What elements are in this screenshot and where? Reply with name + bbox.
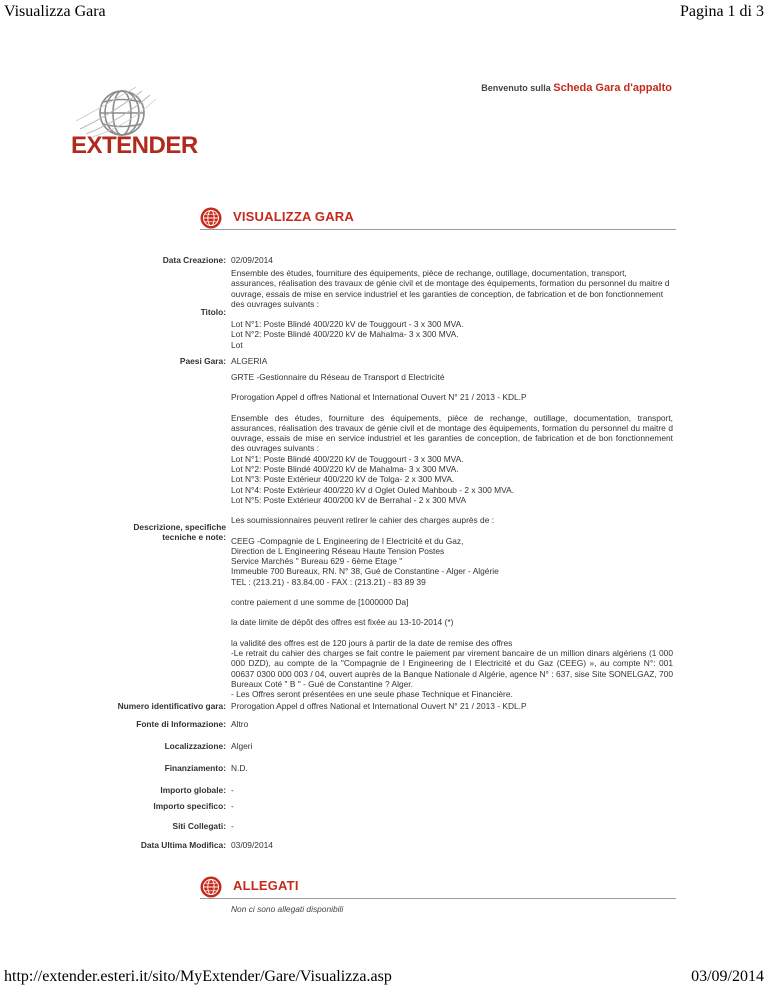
section-title: VISUALIZZA GARA [233,209,354,224]
desc-paragraph: Prorogation Appel d offres National et International Ouvert N° 21 / 2013 - KDL.P [231,392,527,403]
print-header-page: Pagina 1 di 3 [680,3,764,20]
welcome-line [481,82,672,94]
desc-address-line: Direction de L Engineering Réseau Haute Tension Postes [231,545,445,556]
desc-lot: Lot N°2: Poste Blindé 400/220 kV de Mahalma- 3 x 300 MVA. [231,464,459,475]
globe-icon [200,876,222,898]
logo-wordmark: EXTENDER [71,132,198,159]
field-label-line: tecniche e note: [162,532,226,543]
desc-paragraph: GRTE -Gestionnaire du Réseau de Transport d Electricité [231,372,445,382]
titolo-line: Lot N°1: Poste Blindé 400/220 kV de Touggourt - 3 x 300 MVA. [231,319,464,330]
section-allegati [200,876,676,899]
titolo-line: Lot [231,339,243,350]
print-header-title: Visualizza Gara [4,3,106,20]
desc-paragraph: -Le retrait du cahier des charges se fait contre le paiement par virement bancaire de un million dinars algériens (1 000 000 DZD), au compte de la "Compagnie de l Engineering de l Electricité et du Gaz (CEEG) », au compte N°: 001 00637 0300 000 003 / 04, ouvert auprès de la Banque Nationale d Algérie, agence N° : 637, sise Site SONELGAZ, 700 Bureaux Coté " B " - Gué de Constantine ? Alger. [231,647,673,689]
desc-address-line: CEEG -Compagnie de L Engineering de l Electricité et du Gaz, [231,535,464,546]
desc-lot: Lot N°3: Poste Extérieur 400/220 kV de Tolga- 2 x 300 MVA. [231,474,455,485]
desc-lot: Lot N°1: Poste Blindé 400/220 kV de Touggourt - 3 x 300 MVA. [231,453,464,464]
field-value: - [231,785,234,795]
field-value: N.D. [231,763,248,773]
globe-logo-icon [70,85,215,160]
desc-address-line: Service Marchés " Bureau 629 - 6ème Etage " [231,556,403,567]
field-label: Numero identificativo gara: [117,701,226,711]
titolo-line: Lot N°2: Poste Blindé 400/220 kV de Mahalma- 3 x 300 MVA. [231,329,459,340]
field-label-line: Descrizione, specifiche [133,522,226,532]
field-value: - [231,801,234,811]
extender-logo[interactable] [70,85,215,160]
desc-paragraph: la date limite de dépôt des offres est fixée au 13-10-2014 (*) [231,617,454,628]
section-visualizza-gara [200,207,676,230]
desc-paragraph: la validité des offres est de 120 jours à partir de la date de remise des offres [231,637,513,648]
field-value: Altro [231,719,249,729]
field-value [231,268,673,350]
globe-icon [200,207,222,229]
field-label: Fonte di Informazione: [136,719,226,729]
desc-paragraph: Ensemble des études, fourniture des équipements, pièce de rechange, outillage, documentation, transport, assurances, réalisation des travaux de génie civil et de montage des équipements, formation du personnel du maitre d ouvrage, essais de mise en service industriel et les garanties de conception, de fabrication et de bon fonctionnement des ouvrages suivants : [231,412,673,454]
titolo-paragraph: Ensemble des études, fourniture des équipements, pièce de rechange, outillage, documentation, transport, assurances, réalisation des travaux de génie civil et de montage des équipements, formation du personnel du maitre d ouvrage, essais de mise en service industriel et les garanties de conception, de fabrication et de bon fonctionnement des ouvrages suivants : [231,268,670,309]
field-label: Finanziamento: [164,763,226,773]
field-label: Titolo: [200,307,226,317]
field-value: ALGERIA [231,356,268,366]
welcome-prefix: Benvenuto sulla [481,83,551,93]
print-footer-date: 03/09/2014 [691,968,764,985]
desc-address-line: TEL : (213.21) - 83.84.00 - FAX : (213.21) - 83 89 39 [231,576,426,587]
allegati-empty-note: Non ci sono allegati disponibili [231,904,344,914]
field-label: Importo globale: [160,785,226,795]
welcome-accent: Scheda Gara d'appalto [553,82,672,94]
field-value: 02/09/2014 [231,255,273,265]
print-footer-url[interactable]: http://extender.esteri.it/sito/MyExtender/Gare/Visualizza.asp [4,968,392,985]
field-value: Prorogation Appel d offres National et International Ouvert N° 21 / 2013 - KDL.P [231,701,527,711]
field-label: Localizzazione: [164,741,226,751]
field-label [133,522,226,543]
desc-paragraph: contre paiement d une somme de [1000000 Da] [231,597,409,608]
desc-address-line: Immeuble 700 Bureaux, RN. N° 38, Gué de Constantine - Alger - Algérie [231,566,499,577]
field-value: Algeri [231,741,253,751]
print-header [0,3,768,25]
field-label: Data Ultima Modifica: [140,840,226,850]
desc-lot: Lot N°5: Poste Extérieur 400/200 kV de Berrahal - 2 x 300 MVA [231,494,467,505]
desc-paragraph: Les soumissionnaires peuvent retirer le cahier des charges auprès de : [231,515,495,526]
field-value: - [231,821,234,831]
section-title: ALLEGATI [233,878,299,893]
field-label: Importo specifico: [153,801,226,811]
field-value: 03/09/2014 [231,840,273,850]
desc-lot: Lot N°4: Poste Extérieur 400/220 kV d Oglet Ouled Mahboub - 2 x 300 MVA. [231,484,514,495]
desc-paragraph: - Les Offres seront présentées en une seule phase Technique et Financière. [231,689,513,700]
field-value [231,372,673,699]
field-label: Data Creazione: [162,255,226,265]
field-label: Paesi Gara: [179,356,226,366]
field-label: Siti Collegati: [172,821,226,831]
